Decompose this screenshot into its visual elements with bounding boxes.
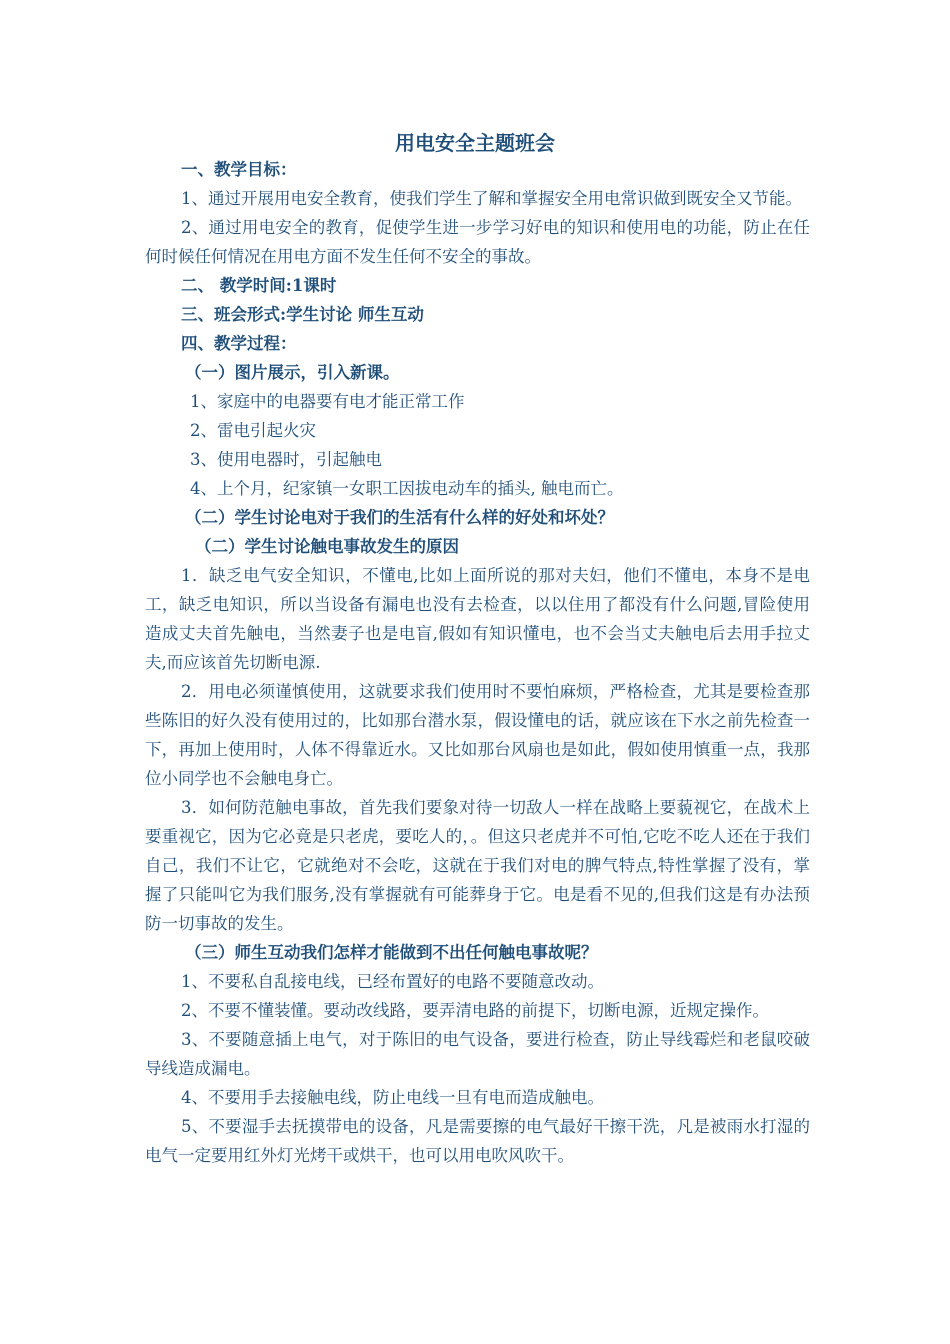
goal-heading: 一、教学目标：	[181, 160, 297, 179]
part1-heading: （一）图片展示，引入新课。	[185, 363, 400, 382]
list-item: 3、使用电器时，引起触电	[190, 450, 382, 469]
reason-paragraph-1: 1．缺乏电气安全知识，不懂电,比如上面所说的那对夫妇，他们不懂电，本身不是电工，缺乏电知识，所以当设备有漏电也没有去检查，以以住用了都没有什么问题,冒险使用造成丈夫首先触电，当然妻子也是电盲,假如有知识懂电，也不会当丈夫触电后去用手拉丈夫,而应该首先切断电源.	[145, 566, 810, 672]
part2b-heading: （二）学生讨论触电事故发生的原因	[195, 537, 459, 556]
rule-paragraph-1: 1、不要私自乱接电线，已经布置好的电路不要随意改动。	[181, 972, 604, 991]
goal-paragraph-1: 1、通过开展用电安全教育，使我们学生了解和掌握安全用电常识做到既安全又节能。	[181, 189, 802, 208]
reason-paragraph-3: 3．如何防范触电事故，首先我们要象对待一切敌人一样在战略上要藐视它，在战术上要重视它，因为它必竟是只老虎，要吃人的，。但这只老虎并不可怕,它吃不吃人还在于我们自己，我们不让它，它就绝对不会吃，这就在于我们对电的脾气特点,特性掌握了没有，掌握了只能叫它为我们服务,没有掌握就有可能葬身于它。电是看不见的,但我们这是有办法预防一切事故的发生。	[145, 798, 810, 933]
reason-paragraph-2: 2．用电必须谨慎使用，这就要求我们使用时不要怕麻烦，严格检查，尤其是要检查那些陈旧的好久没有使用过的，比如那台潜水泵，假设懂电的话，就应该在下水之前先检查一下，再加上使用时，人体不得靠近水。又比如那台风扇也是如此，假如使用慎重一点，我那位小同学也不会触电身亡。	[145, 682, 810, 788]
rule-paragraph-5: 5、不要湿手去抚摸带电的设备，凡是需要擦的电气最好干擦干洗，凡是被雨水打湿的电气一定要用红外灯光烤干或烘干，也可以用电吹风吹干。	[145, 1117, 810, 1165]
time-heading: 二、 教学时间:1课时	[181, 276, 337, 295]
rule-paragraph-3: 3、不要随意插上电气，对于陈旧的电气设备，要进行检查，防止导线霉烂和老鼠咬破导线造成漏电。	[145, 1030, 810, 1078]
page-title: 用电安全主题班会	[395, 131, 555, 155]
part2-heading: （二）学生讨论电对于我们的生活有什么样的好处和坏处？	[185, 508, 614, 527]
list-item: 2、雷电引起火灾	[190, 421, 316, 440]
rule-paragraph-2: 2、不要不懂装懂。要动改线路，要弄清电路的前提下，切断电源，近规定操作。	[181, 1001, 769, 1020]
form-heading: 三、班会形式:学生讨论 师生互动	[181, 305, 424, 324]
list-item: 4、上个月，纪家镇一女职工因拔电动车的插头, 触电而亡。	[190, 479, 624, 498]
process-heading: 四、教学过程：	[181, 334, 297, 353]
goal-paragraph-2: 2、通过用电安全的教育，促使学生进一步学习好电的知识和使用电的功能，防止在任何时候任何情况在用电方面不发生任何不安全的事故。	[145, 218, 810, 266]
document-body	[145, 155, 810, 1170]
list-item: 1、家庭中的电器要有电才能正常工作	[190, 392, 465, 411]
rule-paragraph-4: 4、不要用手去接触电线，防止电线一旦有电而造成触电。	[181, 1088, 604, 1107]
part3-heading: （三）师生互动我们怎样才能做到不出任何触电事故呢？	[185, 943, 598, 962]
